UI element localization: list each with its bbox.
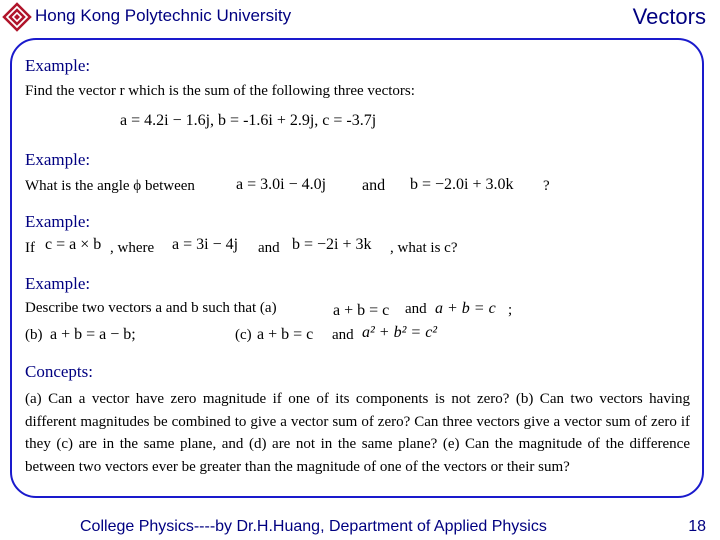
example-2-eq-a: a = 3.0i − 4.0j [236,176,327,193]
example-3-label: Example: [25,212,91,231]
example-4-line1: Describe two vectors a and b such that (a) [25,300,277,316]
slide-title: Vectors [632,4,706,29]
example-4-c-label: (c) [235,327,252,343]
example-4-eq4: a + b = c [257,326,314,343]
concepts-text: (a) Can a vector have zero magnitude if one of its components is not zero? (b) Can two vectors having different magnitudes be combined to give a vector sum of zero? Can three vectors give a vector sum of zero if they (c) are in the same plane, and (d) are not in the same plane? (e) Can the magnitude of the difference between two vectors ever be greater than the magnitude of one of the vectors or their sum? [25,391,690,475]
example-3-eq-c: c = a × b [45,236,102,253]
polyu-logo-icon [2,2,32,32]
university-name: Hong Kong Polytechnic University [35,6,292,25]
example-3-and: and [258,240,280,256]
example-4-b-label: (b) [25,327,43,343]
example-2-and: and [362,177,386,194]
example-1-text: Find the vector r which is the sum of the following three vectors: [25,83,415,99]
example-2-prefix: What is the angle ϕ between [25,178,195,194]
example-2-eq-b: b = −2.0i + 3.0k [410,176,514,193]
example-1-label: Example: [25,56,91,75]
example-4-eq2: a + b = c [435,300,496,317]
example-2-label: Example: [25,150,91,169]
example-4-label: Example: [25,274,91,293]
example-4-eq5: a² + b² = c² [362,324,438,341]
example-3-where: , where [110,240,155,256]
example-1-equations: a = 4.2i − 1.6j, b = -1.6i + 2.9j, c = -3.7j [120,112,377,129]
footer-credit: College Physics----by Dr.H.Huang, Department of Applied Physics [80,518,547,535]
example-3-eq-b: b = −2i + 3k [292,236,372,253]
example-4-semicolon: ; [508,302,513,318]
page-number: 18 [688,518,706,535]
example-4-eq3: a + b = a − b; [50,326,136,343]
example-4-and1: and [405,301,427,317]
concepts-label: Concepts: [25,362,93,381]
example-3-question: , what is c? [390,240,458,256]
example-2-suffix: ? [543,178,550,194]
example-4-and2: and [332,327,354,343]
example-3-eq-a: a = 3i − 4j [172,236,239,253]
example-4-eq1: a + b = c [333,302,390,319]
example-3-if: If [25,240,35,256]
